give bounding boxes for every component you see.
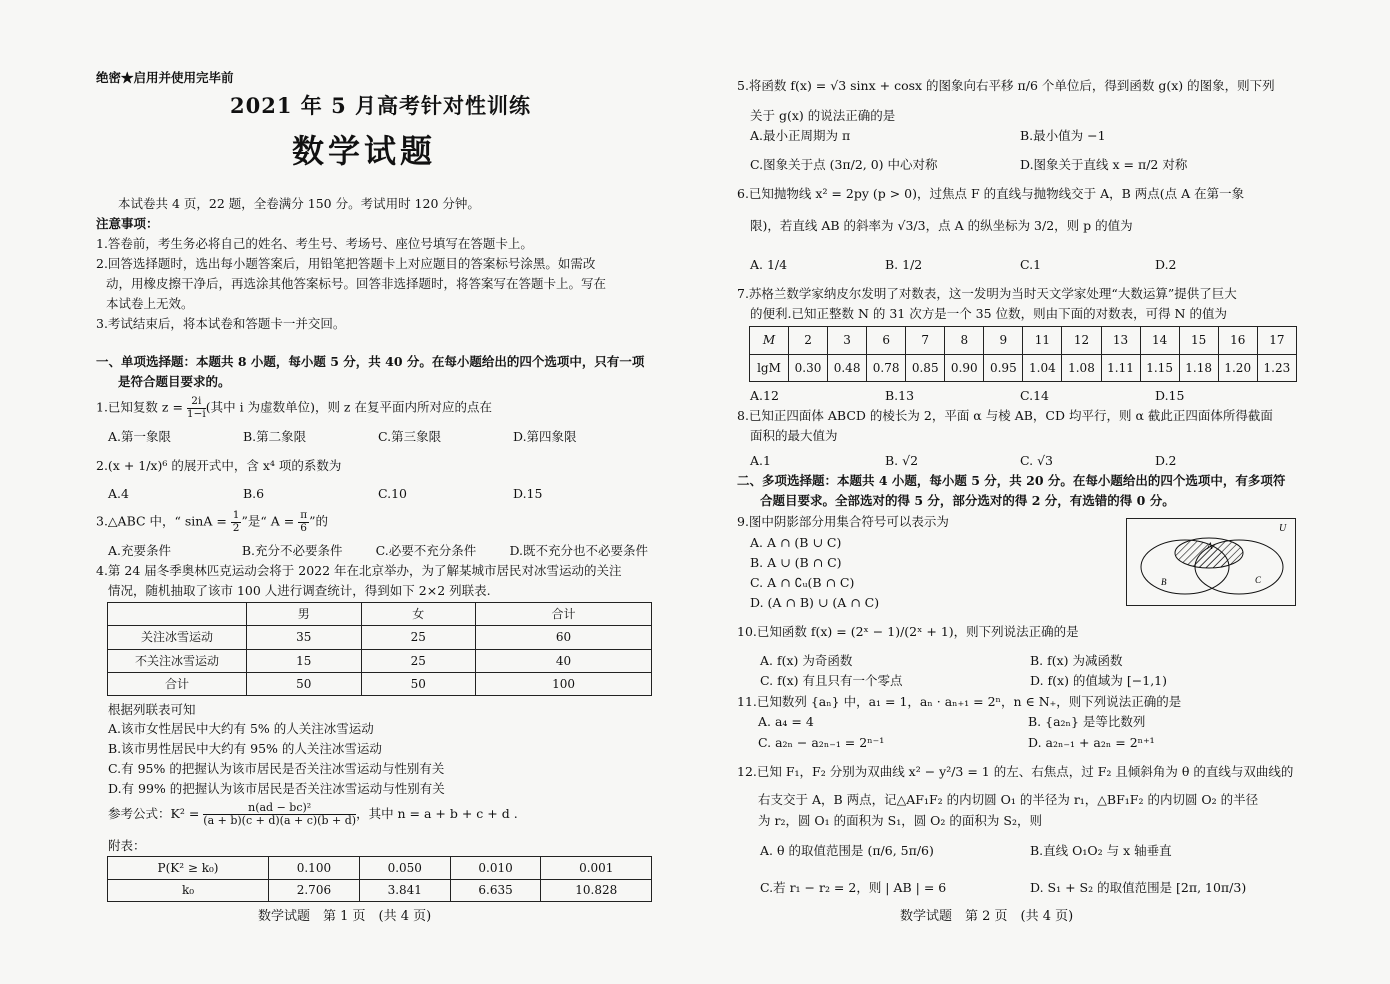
q4-prompt: 根据列联表可知 [108, 702, 196, 717]
table-cell: 0.050 [359, 857, 450, 880]
table-cell: 2 [789, 327, 828, 355]
table-cell: 25 [361, 626, 476, 649]
q1-option-d[interactable]: D.第四象限 [513, 429, 577, 444]
q7-option-a[interactable]: A.12 [750, 388, 779, 403]
table-row [108, 857, 652, 880]
question-10: 10.已知函数 f(x) = (2ˣ − 1)/(2ˣ + 1)，则下列说法正确的是 [737, 624, 1079, 639]
section1-heading-cont: 是符合题目要求的。 [118, 374, 231, 389]
q4-option-a[interactable]: A.该市女性居民中大约有 5% 的人关注冰雪运动 [108, 721, 374, 736]
table-row [108, 879, 652, 902]
question-6: 6.已知抛物线 x² = 2py (p > 0)，过焦点 F 的直线与抛物线交于 A，B 两点(点 A 在第一象 [737, 186, 1245, 201]
table-cell: lgM [750, 354, 789, 382]
table-cell: 14 [1140, 327, 1179, 355]
table-cell: 11 [1023, 327, 1062, 355]
section2-heading: 二、多项选择题：本题共 4 小题，每小题 5 分，共 20 分。在每小题给出的四个选项中，有多项符 [737, 473, 1286, 488]
q1-options [108, 429, 648, 446]
table-cell: 50 [247, 672, 362, 695]
table-cell: 0.100 [269, 857, 360, 880]
q6-option-b[interactable]: B. 1/2 [885, 257, 923, 272]
footer-page-1: 数学试题 第 1 页 (共 4 页) [258, 909, 432, 924]
q10-option-d[interactable]: D. f(x) 的值域为 [−1,1) [1030, 673, 1168, 688]
q6-options [750, 257, 1290, 274]
notice-title: 注意事项： [96, 216, 159, 231]
q12-option-a[interactable]: A. θ 的取值范围是 (π/6, 5π/6) [760, 843, 934, 858]
table-cell: 35 [247, 626, 362, 649]
table-cell: 13 [1101, 327, 1140, 355]
notice-2: 2.回答选择题时，选出每小题答案后，用铅笔把答题卡上对应题目的答案标号涂黑。如需改 [96, 256, 596, 271]
table-cell: 3 [828, 327, 867, 355]
table-cell: 关注冰雪运动 [108, 626, 247, 649]
q8-option-b[interactable]: B. √2 [885, 453, 919, 468]
table-cell: 10.828 [541, 879, 652, 902]
table-cell: 1.08 [1062, 354, 1101, 382]
notice-1: 1.答卷前，考生务必将自己的姓名、考生号、考场号、座位号填写在答题卡上。 [96, 236, 533, 251]
table-cell: 0.85 [906, 354, 945, 382]
q10-option-b[interactable]: B. f(x) 为减函数 [1030, 653, 1123, 668]
q2-option-b[interactable]: B.6 [243, 486, 265, 501]
question-2: 2.(x + 1/x)⁶ 的展开式中，含 x⁴ 项的系数为 [96, 458, 342, 473]
table-cell: 2.706 [269, 879, 360, 902]
notice-2-cont: 动，用橡皮擦干净后，再选涂其他答案标号。回答非选择题时，将答案写在答题卡上。写在 [106, 276, 607, 291]
footer-page-2: 数学试题 第 2 页 (共 4 页) [900, 909, 1074, 924]
notice-3: 3.考试结束后，将本试卷和答题卡一并交回。 [96, 316, 346, 331]
q8-option-d[interactable]: D.2 [1155, 453, 1177, 468]
table-cell: 不关注冰雪运动 [108, 649, 247, 672]
q6-option-a[interactable]: A. 1/4 [750, 257, 788, 272]
q12-options-row1 [760, 843, 1300, 860]
q2-options [108, 486, 648, 503]
question-11: 11.已知数列 {aₙ} 中，a₁ = 1，aₙ · aₙ₊₁ = 2ⁿ，n ∈ N₊，则下列说法正确的是 [737, 694, 1182, 709]
question-4: 4.第 24 届冬季奥林匹克运动会将于 2022 年在北京举办，为了解某城市居民对冰雪运动的关注 [96, 563, 622, 578]
q4-option-d[interactable]: D.有 99% 的把握认为该市居民是否关注冰雪运动与性别有关 [108, 781, 445, 796]
venn-svg [1127, 519, 1295, 605]
q7-options [750, 388, 1290, 405]
q2-option-c[interactable]: C.10 [378, 486, 407, 501]
table-cell: 12 [1062, 327, 1101, 355]
q5-option-d[interactable]: D.图象关于直线 x = π/2 对称 [1020, 157, 1188, 172]
confidential-label: 绝密★启用并使用完毕前 [96, 70, 234, 85]
reference-formula: 参考公式：K² = $\frac{\text{n(ad − bc)²}}{(a + b)(c + d)(a + c)(b + d)}$ ，其中 n = a + b + c + d . [108, 801, 518, 828]
table-row [108, 603, 652, 626]
exam-summary: 本试卷共 4 页，22 题，全卷满分 150 分。考试用时 120 分钟。 [118, 196, 480, 211]
question-8: 8.已知正四面体 ABCD 的棱长为 2，平面 α 与棱 AB，CD 均平行，则 α 截此正四面体所得截面 [737, 408, 1273, 423]
q7-option-c[interactable]: C.14 [1020, 388, 1049, 403]
subject-title: 数学试题 [292, 132, 437, 170]
q2-option-a[interactable]: A.4 [108, 486, 129, 501]
section1-heading: 一、单项选择题：本题共 8 小题，每小题 5 分，共 40 分。在每小题给出的四个选项中，只有一项 [96, 354, 645, 369]
question-8-cont: 面积的最大值为 [750, 428, 838, 443]
question-1: 1.已知复数 z = $\frac{2i}{1-i}$ (其中 i 为虚数单位)，则 z 在复平面内所对应的点在 [96, 395, 492, 420]
venn-label-c: C [1255, 575, 1262, 585]
q11-option-b[interactable]: B. {a₂ₙ} 是等比数列 [1028, 714, 1146, 729]
table-cell: P(K² ≥ k₀) [108, 857, 269, 880]
table-row [750, 327, 1297, 355]
q5-option-a[interactable]: A.最小正周期为 π [750, 128, 851, 143]
table-cell: 1.20 [1218, 354, 1257, 382]
table-cell: 0.010 [450, 857, 541, 880]
question-7: 7.苏格兰数学家纳皮尔发明了对数表，这一发明为当时天文学家处理“大数运算”提供了巨大 [737, 286, 1237, 301]
exam-title: 2021 年 5 月高考针对性训练 [230, 93, 531, 118]
table-cell: 1.11 [1101, 354, 1140, 382]
question-12: 12.已知 F₁，F₂ 分别为双曲线 x² − y²/3 = 1 的左、右焦点，过 F₂ 且倾斜角为 θ 的直线与双曲线的 [737, 764, 1294, 779]
section2-heading-cont: 合题目要求。全部选对的得 5 分，部分选对的得 2 分，有选错的得 0 分。 [760, 493, 1175, 508]
q9-option-c[interactable]: C. A ∩ ∁ᵤ(B ∩ C) [750, 575, 855, 590]
q10-options-row2 [760, 673, 1300, 690]
question-9: 9.图中阴影部分用集合符号可以表示为 [737, 514, 949, 529]
q8-option-a[interactable]: A.1 [750, 453, 771, 468]
q9-option-d[interactable]: D. (A ∩ B) ∪ (A ∩ C) [750, 595, 880, 610]
venn-diagram [1126, 518, 1296, 606]
table-cell: 合计 [108, 672, 247, 695]
q8-option-c[interactable]: C. √3 [1020, 453, 1053, 468]
q10-option-a[interactable]: A. f(x) 为奇函数 [760, 653, 853, 668]
critical-value-table [107, 856, 652, 902]
table-cell: 40 [476, 649, 652, 672]
q8-options [750, 453, 1290, 470]
q1-option-a[interactable]: A.第一象限 [108, 429, 172, 444]
table-cell: 0.48 [828, 354, 867, 382]
q1-option-b[interactable]: B.第二象限 [243, 429, 307, 444]
q3-option-a[interactable]: A.充要条件 [108, 543, 172, 558]
table-cell: k₀ [108, 879, 269, 902]
table-cell: 3.841 [359, 879, 450, 902]
table-cell: 17 [1257, 327, 1296, 355]
question-4-cont: 情况，随机抽取了该市 100 人进行调查统计，得到如下 2×2 列联表. [108, 583, 491, 598]
table-cell: 7 [906, 327, 945, 355]
q10-options-row1 [760, 653, 1300, 670]
q7-option-b[interactable]: B.13 [885, 388, 915, 403]
table-cell: 60 [476, 626, 652, 649]
q12-options-row2 [760, 880, 1300, 897]
table-cell: 6 [867, 327, 906, 355]
notice-2-end: 本试卷上无效。 [106, 296, 194, 311]
venn-label-u: U [1279, 523, 1287, 534]
table-cell: 50 [361, 672, 476, 695]
question-6-cont: 限)，若直线 AB 的斜率为 √3/3，点 A 的纵坐标为 3/2，则 p 的值为 [750, 218, 1133, 233]
q3-options [108, 543, 648, 560]
table-cell: 0.90 [945, 354, 984, 382]
table-row [108, 649, 652, 672]
table-cell: 1.15 [1140, 354, 1179, 382]
q4-option-b[interactable]: B.该市男性居民中大约有 95% 的人关注冰雪运动 [108, 741, 382, 756]
table-cell: 0.001 [541, 857, 652, 880]
table-cell: 合计 [476, 603, 652, 626]
table-cell: 15 [1179, 327, 1218, 355]
table-cell: 9 [984, 327, 1023, 355]
contingency-table [107, 602, 652, 696]
q12-option-c[interactable]: C.若 r₁ − r₂ = 2，则 | AB | = 6 [760, 880, 947, 895]
table-row [750, 354, 1297, 382]
log-table [749, 326, 1297, 382]
appendix-label: 附表： [108, 838, 146, 853]
table-cell: 6.635 [450, 879, 541, 902]
q11-option-a[interactable]: A. a₄ = 4 [758, 714, 814, 729]
q5-options-row1 [750, 128, 1290, 145]
q5-options-row2 [750, 157, 1290, 174]
q1-option-c[interactable]: C.第三象限 [378, 429, 442, 444]
q3-option-b[interactable]: B.充分不必要条件 [241, 543, 343, 558]
q3-option-d[interactable]: D.既不充分也不必要条件 [509, 543, 648, 558]
q11-options-row1 [758, 714, 1298, 731]
table-cell: M [750, 327, 789, 355]
table-cell: 0.30 [789, 354, 828, 382]
table-cell: 1.18 [1179, 354, 1218, 382]
question-5-cont: 关于 g(x) 的说法正确的是 [750, 108, 896, 123]
table-cell: 15 [247, 649, 362, 672]
q2-option-d[interactable]: D.15 [513, 486, 543, 501]
venn-label-a: A [1207, 541, 1213, 551]
q11-options-row2 [758, 735, 1298, 752]
table-cell: 1.23 [1257, 354, 1296, 382]
q7-option-d[interactable]: D.15 [1155, 388, 1185, 403]
question-12-end: 为 r₂，圆 O₁ 的面积为 S₁，圆 O₂ 的面积为 S₂，则 [758, 813, 1042, 828]
table-cell: 8 [945, 327, 984, 355]
venn-label-b: B [1161, 577, 1167, 587]
question-3: 3.△ABC 中，“ sinA = $\frac{1}{2}$ ”是“ A = $\frac{\pi}{6}$ ”的 [96, 509, 328, 534]
q11-option-d[interactable]: D. a₂ₙ₋₁ + a₂ₙ = 2ⁿ⁺¹ [1028, 735, 1155, 750]
table-cell: 0.78 [867, 354, 906, 382]
table-row [108, 626, 652, 649]
table-cell: 女 [361, 603, 476, 626]
question-7-cont: 的便利.已知正整数 N 的 31 次方是一个 35 位数，则由下面的对数表，可得 N 的值为 [750, 306, 1227, 321]
q6-option-d[interactable]: D.2 [1155, 257, 1177, 272]
q6-option-c[interactable]: C.1 [1020, 257, 1042, 272]
question-5: 5.将函数 f(x) = √3 sinx + cosx 的图象向右平移 π/6 个单位后，得到函数 g(x) 的图象，则下列 [737, 78, 1275, 93]
q9-option-a[interactable]: A. A ∩ (B ∪ C) [750, 535, 842, 550]
table-cell: 16 [1218, 327, 1257, 355]
table-cell: 1.04 [1023, 354, 1062, 382]
table-cell [108, 603, 247, 626]
q9-option-b[interactable]: B. A ∪ (B ∩ C) [750, 555, 842, 570]
q3-option-c[interactable]: C.必要不充分条件 [375, 543, 477, 558]
q5-option-c[interactable]: C.图象关于点 (3π/2, 0) 中心对称 [750, 157, 938, 172]
question-12-cont: 右支交于 A，B 两点，记△AF₁F₂ 的内切圆 O₁ 的半径为 r₁，△BF₁F₂ 的内切圆 O₂ 的半径 [758, 792, 1259, 807]
q10-option-c[interactable]: C. f(x) 有且只有一个零点 [760, 673, 903, 688]
table-cell: 男 [247, 603, 362, 626]
table-cell: 0.95 [984, 354, 1023, 382]
table-cell: 25 [361, 649, 476, 672]
q4-option-c[interactable]: C.有 95% 的把握认为该市居民是否关注冰雪运动与性别有关 [108, 761, 445, 776]
table-cell: 100 [476, 672, 652, 695]
q12-option-b[interactable]: B.直线 O₁O₂ 与 x 轴垂直 [1030, 843, 1172, 858]
table-row [108, 672, 652, 695]
q5-option-b[interactable]: B.最小值为 −1 [1020, 128, 1106, 143]
q11-option-c[interactable]: C. a₂ₙ − a₂ₙ₋₁ = 2ⁿ⁻¹ [758, 735, 885, 750]
q12-option-d[interactable]: D. S₁ + S₂ 的取值范围是 [2π, 10π/3) [1030, 880, 1247, 895]
